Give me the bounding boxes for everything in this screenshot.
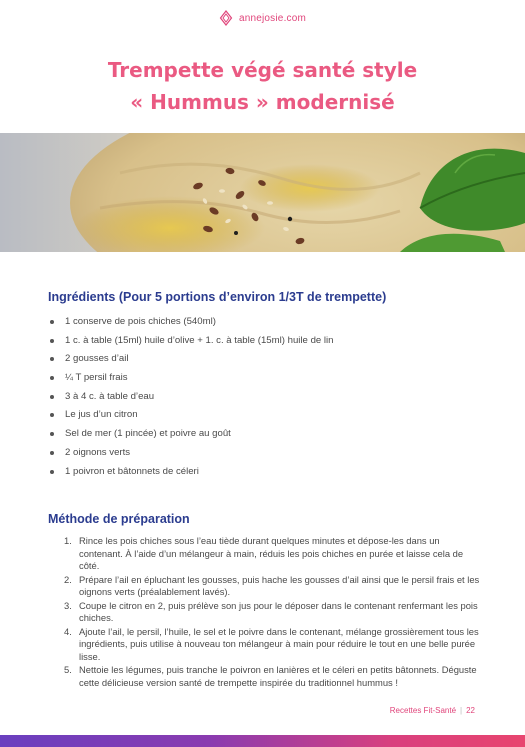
footer-separator: | xyxy=(460,706,463,715)
step-text: Rince les pois chiches sous l’eau tiède durant quelques minutes et dépose-les dans un contenant. À l’aide d’un mélangeur à main, réduis les pois chiches en purée et laisse cela de côté. xyxy=(79,535,464,571)
list-item: ¼ T persil frais xyxy=(48,370,488,389)
hummus-photo xyxy=(0,133,525,252)
list-item: 3 à 4 c. à table d’eau xyxy=(48,389,488,408)
method-step xyxy=(64,664,484,689)
brand-header xyxy=(0,10,525,26)
list-item: Le jus d’un citron xyxy=(48,407,488,426)
brand-logo-icon xyxy=(219,10,233,26)
title-line-1: Trempette végé santé style xyxy=(107,58,418,82)
title-line-2: « Hummus » modernisé xyxy=(130,90,395,114)
brand-name: annejosie.com xyxy=(238,12,307,24)
list-item: 1 conserve de pois chiches (540ml) xyxy=(48,314,488,333)
step-text: Nettoie les légumes, puis tranche le poivron en lanières et le céleri en petits bâtonnets. Déguste cette délicieuse version santé de trempette inspirée du traditionnel hummus ! xyxy=(79,664,477,688)
method-step xyxy=(64,600,484,625)
list-item: 2 oignons verts xyxy=(48,445,488,464)
method-step xyxy=(64,535,484,573)
step-text: Ajoute l’ail, le persil, l’huile, le sel et le poivre dans le contenant, mélange grossièrement tous les ingrédients, puis utilise à nouveau ton mélangeur à main pour réduire le tout en une belle purée lisse. xyxy=(79,625,479,662)
list-item: 2 gousses d’ail xyxy=(48,351,488,370)
method-step xyxy=(64,574,484,599)
list-item: Sel de mer (1 pincée) et poivre au goût xyxy=(48,426,488,445)
page-footer xyxy=(390,706,475,715)
footer-label: Recettes Fit-Santé xyxy=(389,706,457,715)
step-text: Coupe le citron en 2, puis prélève son jus pour le déposer dans le contenant renfermant les pois chiches. xyxy=(79,599,478,623)
step-number: 1. xyxy=(64,535,72,546)
page-title xyxy=(0,54,525,118)
list-item: 1 poivron et bâtonnets de céleri xyxy=(48,464,488,483)
list-item: 1 c. à table (15ml) huile d’olive + 1. c. à table (15ml) huile de lin xyxy=(48,333,488,352)
ingredients-list xyxy=(48,314,488,482)
step-number: 4. xyxy=(64,625,72,637)
bottom-gradient-bar xyxy=(0,735,525,747)
method-steps xyxy=(64,535,484,690)
step-number: 5. xyxy=(64,664,72,675)
page-number: 22 xyxy=(466,706,475,715)
step-number: 2. xyxy=(64,573,72,585)
step-text: Prépare l’ail en épluchant les gousses, puis hache les gousses d’ail ainsi que le persil frais et les oignons verts (préalablement lavés). xyxy=(79,573,480,597)
method-step xyxy=(64,626,484,664)
ingredients-heading: Ingrédients (Pour 5 portions d’environ 1/3T de trempette) xyxy=(48,290,387,304)
method-heading: Méthode de préparation xyxy=(48,512,190,526)
hummus-illustration xyxy=(0,133,525,252)
step-number: 3. xyxy=(64,599,72,611)
